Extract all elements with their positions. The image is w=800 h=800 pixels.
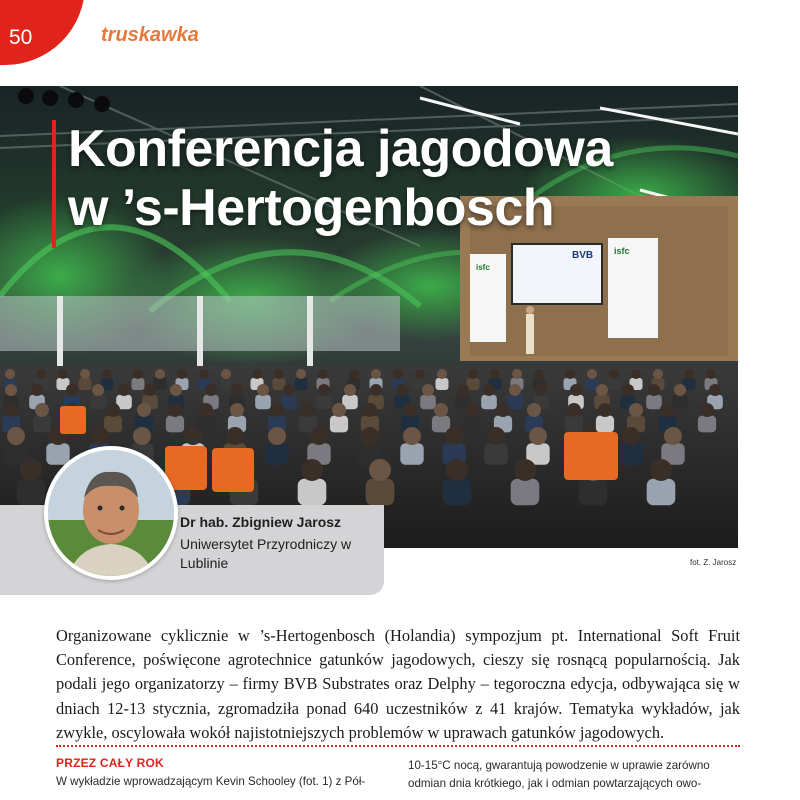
audience-member: [79, 378, 92, 390]
audience-head: [20, 459, 42, 481]
audience-member: [484, 443, 507, 465]
audience-head: [534, 369, 544, 379]
audience-head: [349, 369, 359, 379]
audience-head: [570, 384, 582, 396]
stage-banner-right-label: isfc: [614, 246, 630, 256]
audience-head: [370, 384, 382, 396]
audience-head: [274, 369, 284, 379]
audience-head: [252, 369, 262, 379]
audience-head: [565, 369, 575, 379]
audience-head: [465, 403, 479, 417]
audience-head: [700, 403, 714, 417]
audience-head: [622, 427, 640, 445]
audience-head: [230, 403, 244, 417]
audience-head: [318, 384, 330, 396]
audience-head: [371, 369, 381, 379]
audience-head: [422, 384, 434, 396]
audience-head: [137, 403, 151, 417]
audience-member: [220, 378, 233, 390]
speaker-figure: [526, 314, 534, 354]
audience-member: [565, 416, 583, 433]
audience-head: [403, 427, 421, 445]
audience-head: [596, 384, 608, 396]
audience-member: [17, 479, 46, 505]
audience-head: [684, 369, 694, 379]
audience-member: [295, 378, 308, 390]
audience-member: [166, 416, 184, 433]
audience-head: [5, 384, 17, 396]
audience-member: [90, 395, 106, 409]
audience-member: [511, 479, 540, 505]
audience-head: [102, 369, 112, 379]
audience-member: [400, 443, 423, 465]
audience-head: [631, 369, 641, 379]
audience-member: [298, 479, 327, 505]
audience-member: [265, 443, 288, 465]
audience-head: [468, 369, 478, 379]
section-divider: [56, 745, 740, 747]
audience-member: [316, 395, 332, 409]
audience-member: [647, 479, 676, 505]
audience-member: [481, 395, 497, 409]
audience-head: [483, 384, 495, 396]
audience-head: [529, 427, 547, 445]
audience-head: [487, 427, 505, 445]
audience-head: [446, 459, 468, 481]
audience-head: [369, 459, 391, 481]
audience-member: [132, 378, 145, 390]
body-column-right: [408, 757, 740, 793]
audience-member: [579, 479, 608, 505]
audience-head: [231, 384, 243, 396]
audience-head: [622, 384, 634, 396]
audience-head: [650, 459, 672, 481]
audience-head: [301, 403, 315, 417]
audience-member: [255, 395, 271, 409]
audience-head: [66, 384, 78, 396]
audience-head: [396, 384, 408, 396]
audience-head: [296, 369, 306, 379]
audience-head: [415, 369, 425, 379]
audience-head: [332, 403, 346, 417]
audience-head: [457, 384, 469, 396]
audience-head: [7, 427, 25, 445]
audience-head: [226, 427, 244, 445]
audience-head: [221, 369, 231, 379]
audience-head: [598, 403, 612, 417]
audience-head: [527, 403, 541, 417]
audience-member: [507, 395, 523, 409]
audience-head: [270, 403, 284, 417]
audience-head: [403, 403, 417, 417]
audience-head: [170, 384, 182, 396]
audience-head: [205, 384, 217, 396]
article-title: [68, 120, 708, 238]
audience-head: [653, 369, 663, 379]
article-title-line-1: Konferencja jagodowa: [68, 120, 613, 178]
author-affiliation: Uniwersytet Przyrodniczy w Lublinie: [180, 536, 352, 571]
body-left-line-1: W wykładzie wprowadzającym Kevin Schooley (fot. 1) z Pół-: [56, 775, 366, 788]
photo-credit: fot. Z. Jarosz: [690, 558, 737, 567]
audience-head: [144, 384, 156, 396]
audience-head: [199, 369, 209, 379]
section-tag: truskawka: [101, 24, 199, 46]
audience-head: [257, 384, 269, 396]
page-number: 50: [9, 26, 33, 49]
article-title-line-2: w ’s-Hertogenbosch: [68, 179, 555, 237]
body-right-line-2: odmian dnia krótkiego, jak i odmian powtarzających owo-: [408, 777, 702, 790]
audience-head: [709, 384, 721, 396]
audience-head: [512, 369, 522, 379]
stage-screen-label: BVB: [572, 250, 594, 261]
audience-head: [344, 384, 356, 396]
audience-member: [443, 479, 472, 505]
audience-head: [35, 403, 49, 417]
body-column-left: [56, 773, 386, 791]
audience-member: [104, 416, 122, 433]
audience-member: [330, 416, 348, 433]
audience-head: [4, 403, 18, 417]
audience-head: [199, 403, 213, 417]
audience-head: [133, 427, 151, 445]
spotlights: [18, 88, 110, 112]
audience-head: [118, 384, 130, 396]
audience-member: [281, 395, 297, 409]
article-lead: Organizowane cyklicznie w ’s-Hertogenbosch (Holandia) sympozjum pt. International Soft Fruit Conference, poświęcone agrotechnice gatunków jagodowych, cieszy się rosnącą popularnością. Jak podali jego organizatorzy – firmy BVB Substrates oraz Delphy – tegoroczna edycja, odbywająca się w dniach 12-13 stycznia, zgromadziła ponad 640 uczestników z 41 krajów. Tematyka wykładów, jak zwykle, oscylowała wokół najistotniejszych problemów w uprawach gatunków jagodowych.: [56, 626, 740, 742]
audience-head: [706, 369, 716, 379]
audience-member: [436, 378, 449, 390]
audience-head: [268, 427, 286, 445]
audience-head: [310, 427, 328, 445]
audience-head: [434, 403, 448, 417]
audience-head: [361, 427, 379, 445]
audience-head: [5, 369, 15, 379]
audience-head: [363, 403, 377, 417]
audience-head: [535, 384, 547, 396]
audience-head: [58, 369, 68, 379]
audience-head: [490, 369, 500, 379]
audience-member: [672, 395, 688, 409]
audience-head: [664, 427, 682, 445]
audience-head: [629, 403, 643, 417]
audience-member: [698, 416, 716, 433]
audience-head: [514, 459, 536, 481]
audience-head: [496, 403, 510, 417]
section-heading: PRZEZ CAŁY ROK: [56, 756, 164, 770]
audience-head: [133, 369, 143, 379]
audience-head: [155, 369, 165, 379]
audience-head: [106, 403, 120, 417]
title-accent-bar: [52, 120, 56, 248]
audience-member: [197, 416, 215, 433]
audience-head: [91, 427, 109, 445]
body-right-line-1: 10-15°C nocą, gwarantują powodzenie w uprawie zarówno: [408, 759, 710, 772]
audience-head: [609, 369, 619, 379]
audience-head: [168, 403, 182, 417]
audience-head: [445, 427, 463, 445]
audience-head: [177, 369, 187, 379]
audience-head: [36, 369, 46, 379]
author-avatar: [44, 446, 178, 580]
audience-member: [366, 479, 395, 505]
audience-member: [420, 395, 436, 409]
audience-head: [648, 384, 660, 396]
audience-member: [463, 416, 481, 433]
audience-head: [31, 384, 43, 396]
audience-head: [283, 384, 295, 396]
audience-member: [33, 416, 51, 433]
audience-member: [608, 378, 621, 390]
author-name: Dr hab. Zbigniew Jarosz: [180, 514, 342, 530]
audience-head: [393, 369, 403, 379]
audience-head: [509, 384, 521, 396]
audience-head: [301, 459, 323, 481]
audience-head: [80, 369, 90, 379]
audience-head: [184, 427, 202, 445]
audience-head: [674, 384, 686, 396]
audience-member: [619, 443, 642, 465]
stage-banner-left-label: isfc: [476, 263, 490, 272]
author-portrait: [48, 450, 174, 576]
audience-member: [432, 416, 450, 433]
audience-member: [646, 395, 662, 409]
audience-head: [660, 403, 674, 417]
audience-member: [596, 416, 614, 433]
audience-head: [587, 369, 597, 379]
audience-head: [567, 403, 581, 417]
audience-head: [437, 369, 447, 379]
audience-head: [92, 384, 104, 396]
audience-head: [318, 369, 328, 379]
